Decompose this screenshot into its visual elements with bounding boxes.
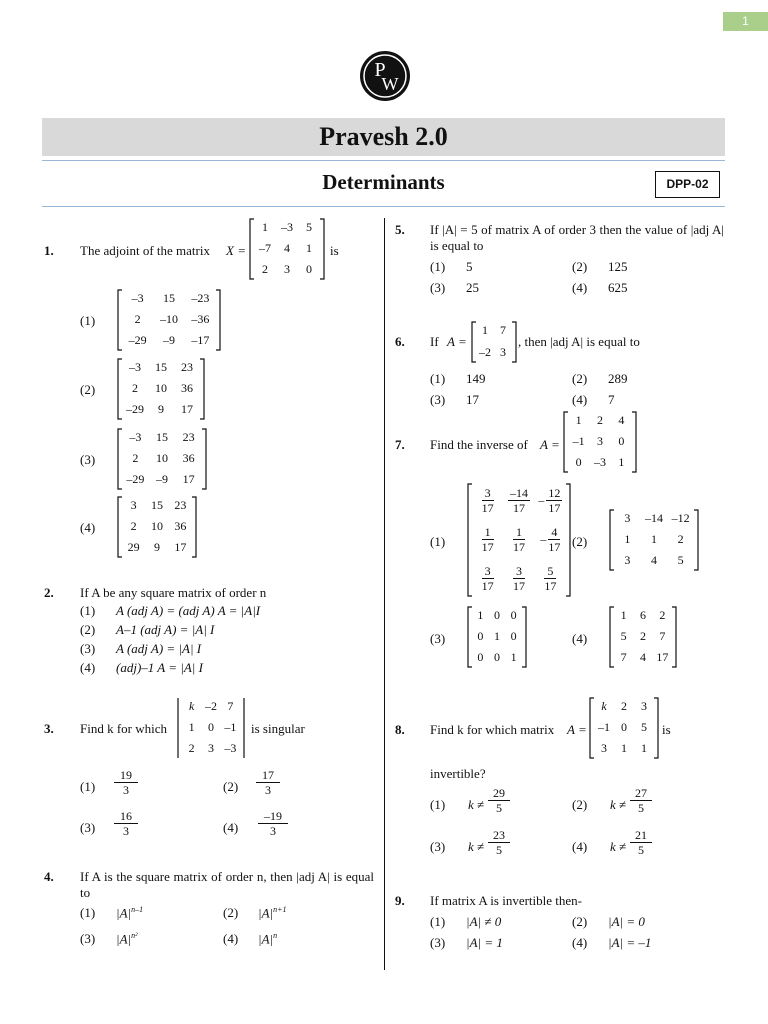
option-label: (4)	[572, 839, 588, 854]
matrix-cell: 1	[618, 455, 625, 470]
matrix-cell: 5	[306, 219, 312, 234]
option-text: A (adj A) = |A| I	[116, 641, 202, 656]
matrix-fraction-cell	[503, 525, 534, 554]
option-matrix	[608, 508, 700, 572]
question-number: 3.	[44, 721, 54, 736]
option-label: (2)	[572, 797, 588, 812]
option-prefix: k ≠	[468, 839, 485, 854]
option-label: (4)	[80, 660, 96, 675]
matrix-cell: 23	[181, 359, 193, 374]
matrix-cell: 1	[510, 650, 517, 665]
option-matrix	[116, 288, 222, 352]
option-label: (3)	[80, 641, 96, 656]
question-number: 8.	[395, 722, 405, 737]
option-label: (2)	[223, 905, 239, 920]
option-text: 17	[466, 392, 479, 407]
numerator: 29	[488, 786, 510, 801]
matrix-cell: 0	[510, 629, 517, 643]
matrix-fraction-cell	[535, 486, 566, 515]
matrix-cell: 15	[162, 290, 175, 305]
matrix-cell: –9	[162, 333, 175, 348]
option-label: (1)	[80, 905, 96, 920]
matrix-cell: 3	[601, 741, 607, 756]
matrix-cell: 2	[621, 698, 627, 713]
matrix-cell: 3	[130, 497, 137, 512]
option-label: (3)	[80, 820, 96, 835]
numerator: –19	[258, 809, 288, 824]
denominator: 17	[481, 578, 494, 593]
matrix-fraction-cell	[535, 564, 566, 593]
option-label: (4)	[572, 935, 588, 950]
matrix-cell: 1	[620, 607, 627, 622]
matrix-cell: 15	[155, 359, 167, 374]
denominator: 17	[512, 540, 525, 554]
denominator: 17	[512, 501, 525, 516]
matrix-cell: 1	[641, 741, 647, 756]
matrix-cell: 17	[182, 472, 195, 487]
question-number: 4.	[44, 869, 54, 884]
option-label: (1)	[430, 914, 446, 929]
matrix-cell: 36	[174, 519, 187, 533]
option-base: |A|	[258, 905, 274, 921]
fraction-sign: –	[538, 493, 545, 508]
logo-letter-w: W	[381, 74, 399, 94]
matrix-cell: 3	[596, 434, 603, 448]
matrix-cell: 0	[477, 650, 484, 665]
matrix-fraction-cell	[472, 525, 503, 554]
matrix-cell: 4	[618, 412, 625, 427]
matrix-cell: 1	[306, 241, 312, 255]
numerator: –14	[509, 486, 528, 501]
option-exponent: n–1	[131, 905, 144, 914]
matrix-cell: 36	[181, 381, 193, 395]
option-label: (2)	[80, 382, 96, 397]
denominator: 17	[512, 578, 525, 593]
option-text: 625	[608, 280, 628, 295]
matrix-cell: 17	[656, 650, 669, 665]
denominator: 5	[496, 801, 502, 815]
matrix	[248, 217, 326, 281]
matrix-cell: 10	[155, 451, 168, 465]
option-label: (2)	[80, 622, 96, 637]
question-text: Find the inverse of	[430, 437, 528, 452]
matrix-cell: 23	[182, 429, 195, 444]
option-text: 25	[466, 280, 479, 295]
option-text: (adj)–1 A = |A| I	[116, 660, 203, 675]
denominator: 17	[548, 501, 561, 516]
question-text: If matrix A is invertible then-	[430, 893, 582, 908]
matrix-cell: –7	[259, 241, 271, 255]
matrix-cell: 0	[621, 720, 627, 734]
denominator: 17	[548, 540, 561, 554]
matrix-fraction-cell	[503, 564, 534, 593]
denominator: 3	[270, 824, 276, 838]
chapter-title: Determinants	[322, 170, 445, 194]
numerator: 23	[488, 828, 510, 843]
option-text: |A| ≠ 0	[466, 914, 502, 929]
page-title: Pravesh 2.0	[42, 118, 725, 156]
question-text: Find k for which	[80, 721, 168, 736]
matrix-cell: 5	[620, 629, 627, 643]
matrix-cell: 0	[493, 607, 500, 622]
option-matrix	[466, 605, 528, 669]
matrix-cell: –23	[191, 290, 210, 305]
option-label: (1)	[430, 534, 446, 549]
matrix-cell: k	[189, 698, 195, 713]
numerator: 5	[544, 564, 556, 579]
matrix-cell: 1	[575, 412, 582, 427]
matrix-cell: 5	[677, 553, 684, 568]
option-label: (1)	[80, 603, 96, 618]
matrix-cell: 9	[153, 540, 160, 555]
option-text: |A| = 1	[466, 935, 503, 950]
matrix-cell: 23	[174, 497, 187, 512]
option-matrix	[116, 495, 198, 559]
option-prefix: k ≠	[468, 797, 485, 812]
matrix-fraction-cell	[472, 486, 503, 515]
matrix-cell: 1	[477, 607, 484, 622]
option-fraction	[630, 786, 652, 815]
question-number: 1.	[44, 243, 54, 258]
option-label: (3)	[80, 931, 96, 946]
matrix-cell: –29	[126, 402, 144, 417]
matrix-cell: 1	[493, 629, 500, 643]
numerator: 1	[482, 525, 494, 540]
matrix-cell: 1	[262, 219, 268, 234]
option-fraction	[488, 828, 510, 857]
matrix-cell: 2	[132, 381, 138, 395]
divider-top	[42, 160, 725, 161]
option-prefix: k ≠	[610, 797, 627, 812]
option-label: (1)	[430, 259, 446, 274]
matrix-cell: –3	[281, 219, 293, 234]
matrix-fraction-cell	[535, 525, 566, 554]
matrix-cell: 0	[510, 607, 517, 622]
option-fraction	[114, 768, 138, 797]
option-label: (4)	[223, 931, 239, 946]
option-fraction	[114, 809, 138, 838]
matrix-cell: 15	[155, 429, 168, 444]
matrix-cell: 7	[620, 650, 627, 665]
option-label: (4)	[572, 392, 588, 407]
numerator: 4	[548, 525, 560, 540]
option-matrix-fractions	[466, 482, 572, 598]
matrix-cell: 7	[659, 629, 666, 643]
numerator: 16	[114, 809, 138, 824]
option-text	[116, 905, 143, 921]
pw-logo	[359, 50, 411, 102]
numerator: 27	[630, 786, 652, 801]
denominator: 17	[481, 501, 494, 516]
question-number: 9.	[395, 893, 405, 908]
denominator: 3	[123, 824, 129, 838]
matrix-cell: –9	[155, 472, 168, 487]
denominator: 5	[638, 801, 644, 815]
option-base: |A|	[116, 905, 132, 921]
denominator: 17	[481, 540, 494, 554]
matrix-cell: 2	[134, 312, 141, 326]
matrix-cell: –1	[572, 434, 585, 448]
matrix-cell: 3	[207, 741, 214, 756]
denominator: 3	[265, 783, 271, 797]
numerator: 12	[548, 486, 561, 501]
option-label: (2)	[223, 779, 239, 794]
matrix-cell: 3	[500, 345, 506, 359]
logo-letter-p: P	[374, 59, 386, 81]
matrix-cell: 3	[624, 510, 631, 525]
question-suffix: is	[662, 722, 671, 737]
determinant	[176, 696, 246, 760]
denominator: 5	[496, 843, 502, 857]
question-suffix: , then |adj A| is equal to	[518, 334, 640, 349]
matrix-cell: 0	[575, 455, 582, 470]
matrix-cell: 10	[155, 381, 167, 395]
matrix-cell: –2	[204, 698, 217, 713]
option-text: 7	[608, 392, 615, 407]
divider-bottom	[42, 206, 725, 207]
option-text: A–1 (adj A) = |A| I	[116, 622, 215, 637]
numerator: 19	[114, 768, 138, 783]
matrix-cell: 15	[150, 497, 163, 512]
matrix-cell: –2	[479, 345, 491, 359]
matrix-fraction-cell	[472, 564, 503, 593]
option-text: 125	[608, 259, 628, 274]
option-label: (3)	[430, 631, 446, 646]
denominator: 5	[638, 843, 644, 857]
matrix-cell: 6	[639, 607, 646, 622]
option-text: 5	[466, 259, 473, 274]
option-fraction	[258, 809, 288, 838]
matrix-cell: –3	[129, 429, 142, 444]
matrix-cell: 3	[624, 553, 631, 568]
option-label: (1)	[80, 313, 96, 328]
matrix-cell: 5	[641, 720, 647, 734]
question-suffix: is	[330, 243, 339, 258]
option-label: (4)	[572, 280, 588, 295]
option-fraction	[488, 786, 510, 815]
matrix-cell: 1	[482, 323, 488, 337]
question-number: 2.	[44, 585, 54, 600]
option-base: |A|	[258, 931, 274, 947]
option-matrix	[116, 357, 206, 421]
denominator: 17	[544, 578, 557, 593]
question-text: Find k for which matrix	[430, 722, 555, 737]
numerator: 3	[482, 564, 494, 579]
question-text: If	[430, 334, 439, 349]
option-text	[258, 905, 287, 921]
option-label: (2)	[572, 534, 588, 549]
matrix-cell: 0	[306, 262, 312, 277]
matrix-cell: 2	[659, 607, 666, 622]
matrix-cell: 10	[150, 519, 163, 533]
matrix-cell: –10	[159, 312, 178, 326]
matrix-cell: 2	[130, 519, 137, 533]
matrix-cell: 2	[188, 741, 195, 756]
option-matrix	[116, 427, 208, 491]
option-label: (1)	[430, 371, 446, 386]
numerator: 17	[256, 768, 280, 783]
question-number: 7.	[395, 437, 405, 452]
question-number: 6.	[395, 334, 405, 349]
matrix-cell: 1	[624, 532, 631, 546]
matrix-fraction-cell	[503, 486, 534, 515]
matrix	[562, 410, 638, 474]
option-label: (4)	[223, 820, 239, 835]
option-label: (3)	[430, 935, 446, 950]
option-text: |A| = 0	[608, 914, 645, 929]
matrix-cell: 1	[650, 532, 657, 546]
option-prefix: k ≠	[610, 839, 627, 854]
option-fraction	[630, 828, 652, 857]
option-label: (2)	[572, 259, 588, 274]
option-label: (3)	[80, 452, 96, 467]
matrix-variable: A =	[540, 437, 560, 452]
matrix-variable: A =	[567, 722, 587, 737]
option-exponent: n+1	[273, 905, 287, 914]
option-label: (3)	[430, 280, 446, 295]
question-text: If |A| = 5 of matrix A of order 3 then the value of |adj A| is equal to	[430, 222, 724, 253]
question-text: If A be any square matrix of order n	[80, 585, 267, 600]
fraction-sign: –	[540, 532, 547, 546]
matrix-variable: A =	[447, 334, 467, 349]
question-suffix: is singular	[251, 721, 305, 736]
matrix-cell: –29	[126, 472, 145, 487]
matrix-cell: 2	[677, 532, 684, 546]
matrix-cell: 2	[132, 451, 139, 465]
matrix-cell: 17	[181, 402, 193, 417]
matrix-cell: 4	[284, 241, 290, 255]
matrix-cell: –36	[191, 312, 210, 326]
option-text	[116, 931, 138, 947]
matrix-cell: –3	[129, 359, 141, 374]
matrix-variable: X =	[226, 243, 246, 258]
matrix-cell: –3	[593, 455, 606, 470]
matrix-cell: 3	[641, 698, 647, 713]
option-text: A (adj A) = (adj A) A = |A|I	[116, 603, 261, 618]
option-label: (3)	[430, 839, 446, 854]
denominator: 3	[123, 783, 129, 797]
matrix-cell: 2	[596, 412, 603, 427]
page-number: 1	[723, 12, 768, 31]
matrix-cell: 0	[493, 650, 500, 665]
option-exponent: n²	[131, 931, 138, 940]
matrix-cell: –3	[224, 741, 237, 756]
option-matrix	[608, 605, 678, 669]
option-label: (2)	[572, 371, 588, 386]
numerator: 3	[482, 486, 494, 501]
option-label: (2)	[572, 914, 588, 929]
option-text: 149	[466, 371, 486, 386]
matrix-cell: 0	[618, 434, 625, 448]
option-text	[258, 931, 277, 947]
matrix-cell: 0	[477, 629, 484, 643]
matrix-cell: 2	[639, 629, 646, 643]
column-divider	[384, 218, 385, 970]
matrix	[470, 320, 518, 364]
matrix-cell: 0	[207, 720, 214, 734]
question-text-cont: invertible?	[430, 766, 486, 781]
matrix	[588, 696, 660, 760]
question-text: If A is the square matrix of order n, then |adj A| is equal to	[80, 869, 374, 900]
option-base: |A|	[116, 931, 132, 947]
option-label: (1)	[430, 797, 446, 812]
numerator: 3	[513, 564, 525, 579]
option-label: (4)	[80, 520, 96, 535]
numerator: 1	[513, 525, 525, 540]
matrix-cell: –17	[191, 333, 210, 348]
matrix-cell: 17	[174, 540, 187, 555]
matrix-cell: 1	[188, 720, 195, 734]
matrix-cell: –29	[128, 333, 147, 348]
matrix-cell: 1	[621, 741, 627, 756]
matrix-cell: –1	[224, 720, 237, 734]
dpp-badge: DPP-02	[655, 171, 720, 198]
option-label: (1)	[80, 779, 96, 794]
option-fraction	[256, 768, 280, 797]
option-text: |A| = –1	[608, 935, 652, 950]
matrix-cell: k	[601, 698, 607, 713]
matrix-cell: 4	[650, 553, 657, 568]
matrix-cell: 7	[500, 323, 506, 337]
matrix-cell: –14	[644, 510, 663, 525]
matrix-cell: 9	[158, 402, 164, 417]
matrix-cell: 36	[182, 451, 195, 465]
matrix-cell: 3	[284, 262, 290, 277]
option-label: (4)	[572, 631, 588, 646]
option-exponent: n	[273, 931, 278, 940]
option-label: (3)	[430, 392, 446, 407]
option-text: 289	[608, 371, 628, 386]
numerator: 21	[630, 828, 652, 843]
matrix-cell: –1	[598, 720, 610, 734]
matrix-cell: –3	[131, 290, 144, 305]
question-number: 5.	[395, 222, 405, 237]
matrix-cell: 4	[639, 650, 646, 665]
matrix-cell: –12	[671, 510, 690, 525]
question-text: The adjoint of the matrix	[80, 243, 210, 258]
matrix-cell: 7	[227, 698, 234, 713]
matrix-cell: 2	[262, 262, 268, 277]
matrix-cell: 29	[127, 540, 140, 555]
